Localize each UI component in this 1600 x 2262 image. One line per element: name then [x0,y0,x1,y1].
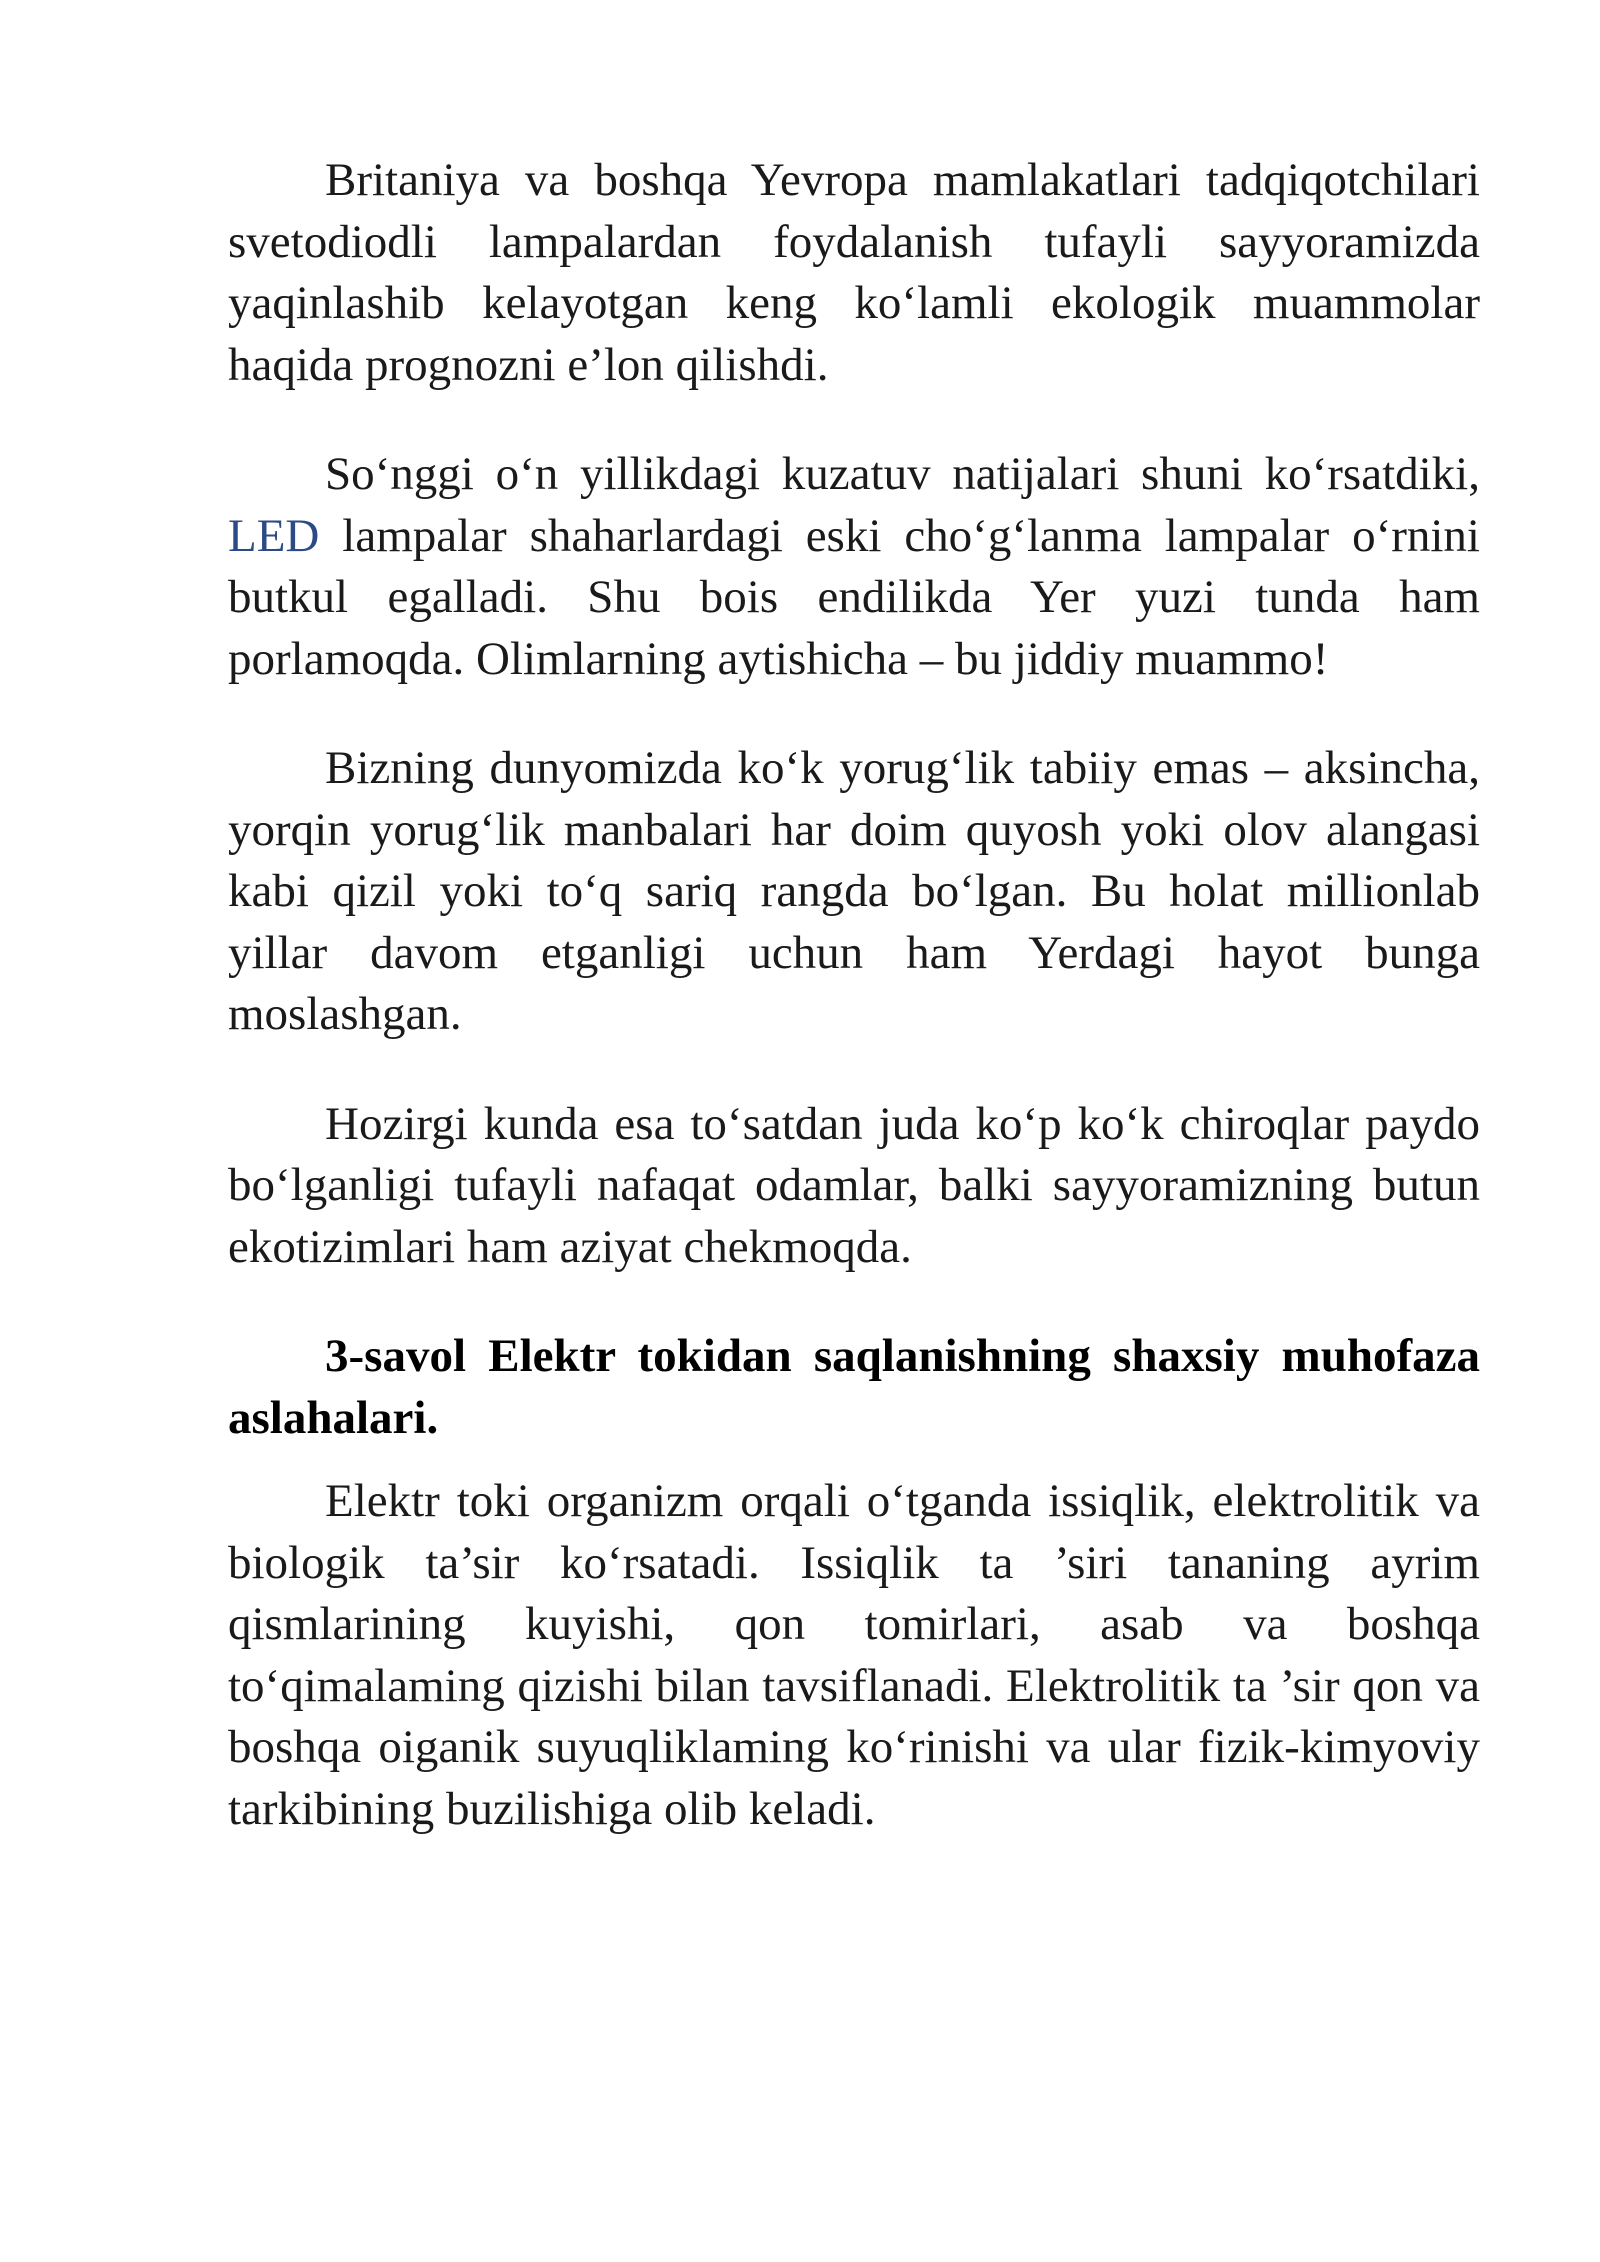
paragraph-electric-current: Elektr toki organizm orqali o‘tganda issiqlik, elektrolitik va biologik ta’sir ko‘rsatadi. Issiqlik ta ’siri tananing ayrim qismlarining kuyishi, qon tomirlari, asab va boshqa to‘qimalaming qizishi bilan tavsiflanadi. Elektrolitik ta ’sir qon va boshqa oiganik suyuqliklaming ko‘rinishi va ular fizik-kimyoviy tarkibining buzilishiga olib keladi. [228,1475,1480,1835]
paragraph-text: So‘nggi o‘n yillikdagi kuzatuv natijalari shuni ko‘rsatdiki, [325,448,1480,500]
paragraph-blue-light: Bizning dunyomizda ko‘k yorug‘lik tabiiy emas – aksincha, yorqin yorug‘lik manbalari har doim quyosh yoki olov alangasi kabi qizil yoki to‘q sariq rangda bo‘lgan. Bu holat millionlab yillar davom etganligi uchun ham Yerdagi hayot bunga moslashgan. [228,742,1480,1040]
led-link[interactable]: LED [228,509,320,562]
paragraph-ecosystems: Hozirgi kunda esa to‘satdan juda ko‘p ko‘k chiroqlar paydo bo‘lganligi tufayli nafaqat odamlar, balki sayyoramizning butun ekotizimlari ham aziyat chekmoqda. [228,1097,1480,1273]
paragraph-led-forecast: Britaniya va boshqa Yevropa mamlakatlari tadqiqotchilari svetodiodli lampalardan foydalanish tufayli sayyoramizda yaqinlashib kelayotgan keng ko‘lamli ekologik muammolar haqida prognozni e’lon qilishdi. [228,154,1480,391]
document-body [228,150,1480,1840]
paragraph-text: lampalar shaharlardagi eski cho‘g‘lanma lampalar o‘rnini butkul egalladi. Shu bois endilikda Yer yuzi tunda ham porlamoqda. Olimlarning aytishicha – bu jiddiy muammo! [228,509,1480,685]
section-heading: 3-savol Elektr tokidan saqlanishning shaxsiy muhofaza aslahalari. [228,1330,1480,1444]
paragraph-led-observations [228,444,1480,690]
